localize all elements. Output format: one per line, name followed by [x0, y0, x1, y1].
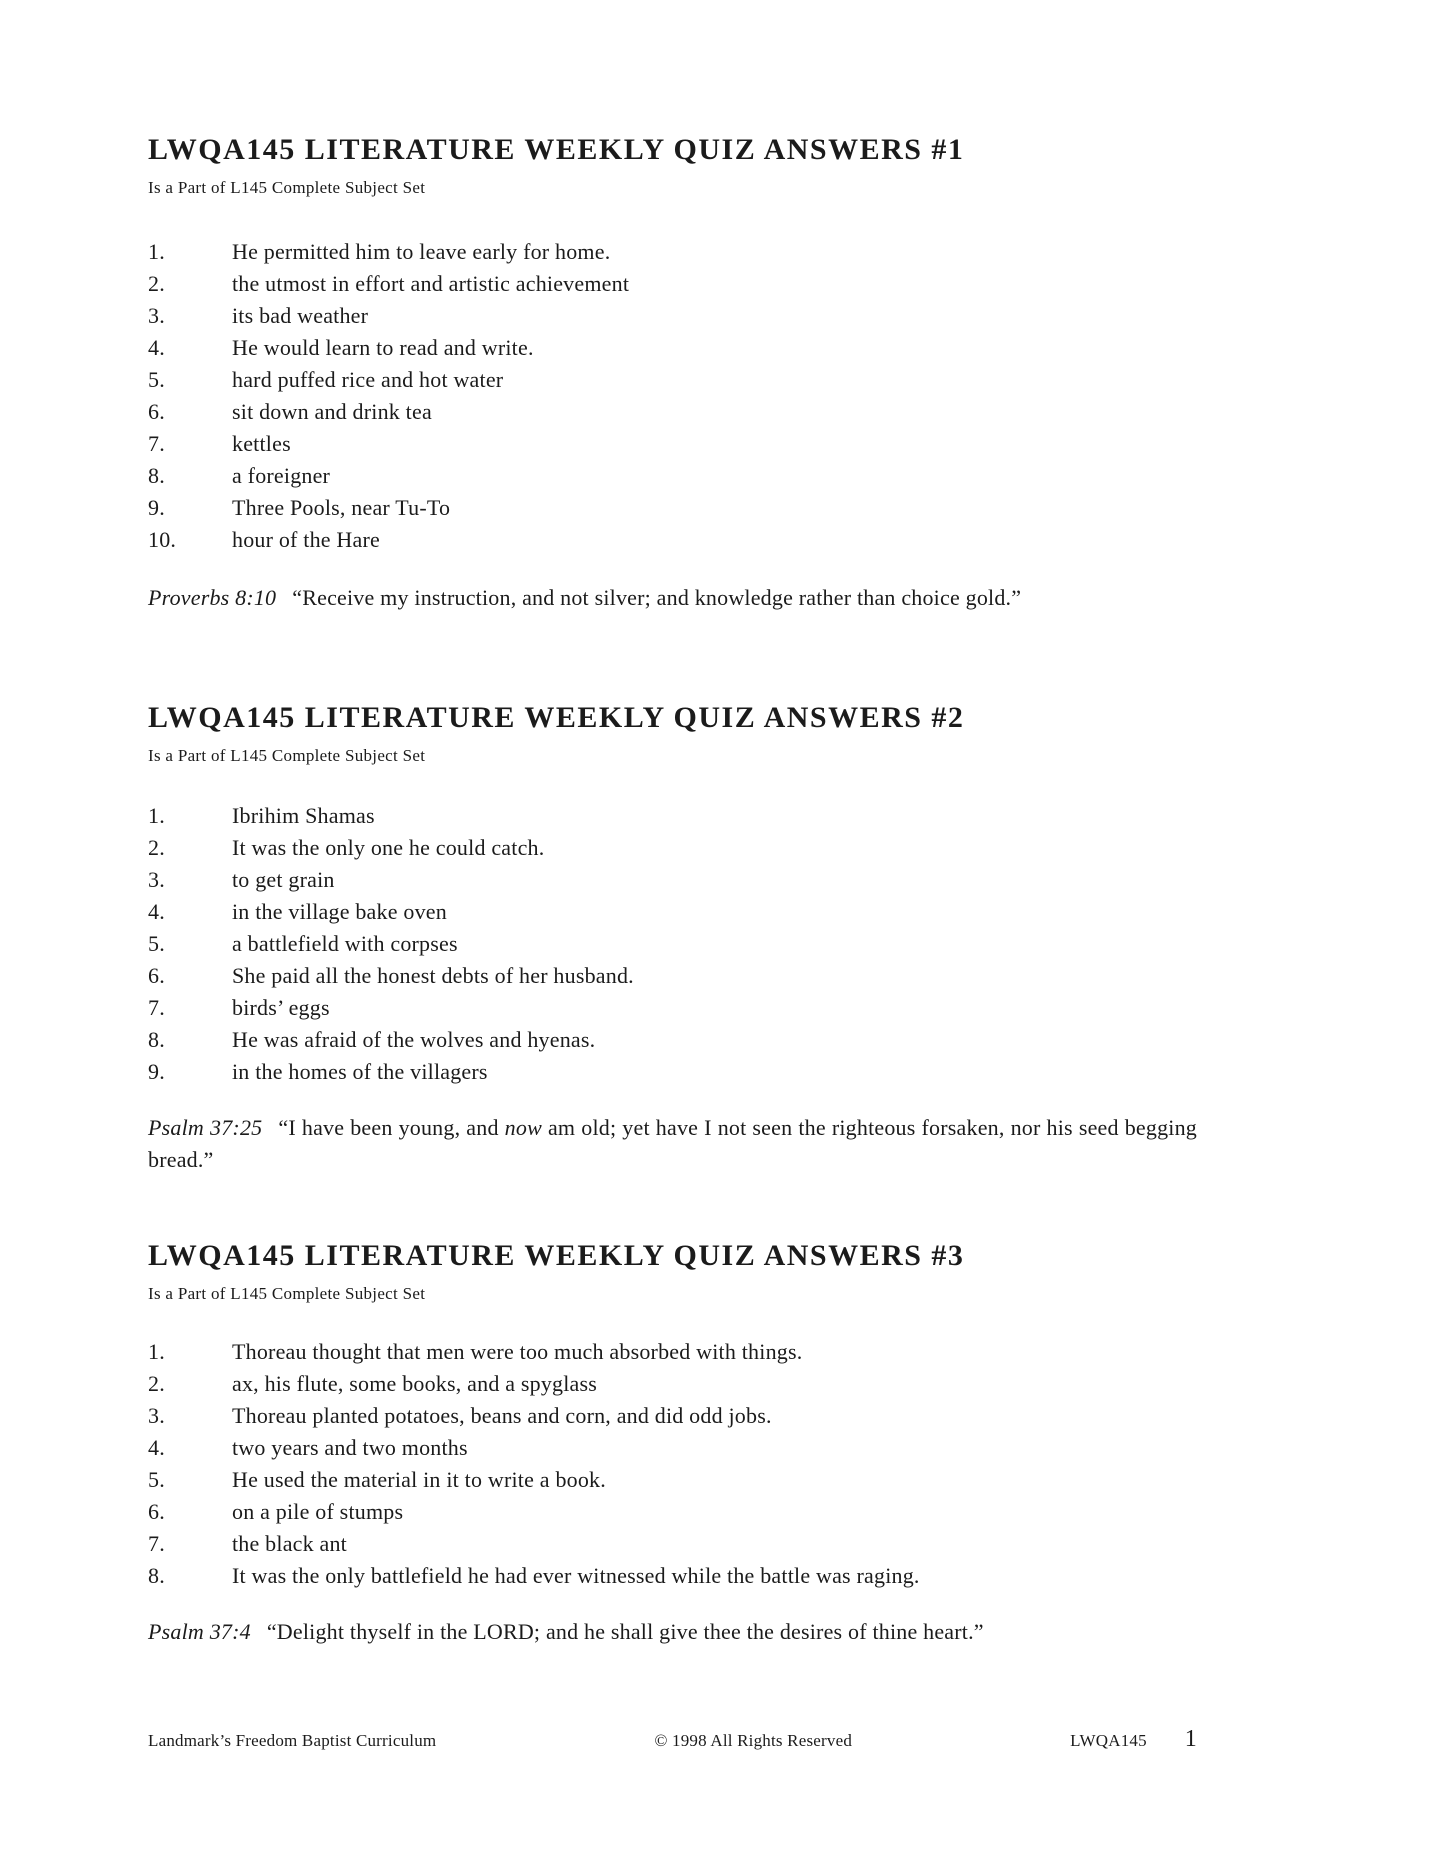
scripture-reference: Psalm 37:4: [148, 1619, 251, 1644]
answer-row: [148, 896, 1197, 928]
answer-text: ax, his flute, some books, and a spyglass: [232, 1371, 598, 1396]
footer-curriculum: Landmark’s Freedom Baptist Curriculum: [148, 1731, 437, 1750]
scripture-line: [148, 1112, 1197, 1176]
answer-number: 9.: [148, 495, 165, 520]
answer-row: [148, 928, 1197, 960]
answer-number: 5.: [148, 367, 165, 392]
answer-number: 1.: [148, 803, 165, 828]
answers-list: [148, 236, 1197, 556]
scripture-line: [148, 1616, 1197, 1648]
answer-row: [148, 1464, 1197, 1496]
quiz-section-2: [148, 700, 1197, 1176]
answer-row: [148, 992, 1197, 1024]
answer-number: 5.: [148, 1467, 165, 1492]
answer-text: the black ant: [232, 1531, 347, 1556]
answer-row: [148, 364, 1197, 396]
footer-copyright: © 1998 All Rights Reserved: [654, 1731, 853, 1750]
answer-row: [148, 1528, 1197, 1560]
answer-number: 4.: [148, 899, 165, 924]
section-title: LWQA145 LITERATURE WEEKLY QUIZ ANSWERS #2: [148, 701, 965, 734]
answer-row: [148, 268, 1197, 300]
answers-list: [148, 1336, 1197, 1592]
answer-number: 6.: [148, 963, 165, 988]
answer-text: on a pile of stumps: [232, 1499, 404, 1524]
answer-number: 8.: [148, 1027, 165, 1052]
footer-right-group: [1070, 1726, 1197, 1753]
answer-number: 10.: [148, 527, 177, 552]
answer-text: a foreigner: [232, 463, 331, 488]
answer-text: hour of the Hare: [232, 527, 380, 552]
answer-text: Thoreau planted potatoes, beans and corn, and did odd jobs.: [232, 1403, 772, 1428]
answer-row: [148, 396, 1197, 428]
answer-number: 6.: [148, 399, 165, 424]
scripture-quote: “Receive my instruction, and not silver; and knowledge rather than choice gold.”: [292, 585, 1022, 610]
answer-number: 3.: [148, 303, 165, 328]
answer-row: [148, 1336, 1197, 1368]
answer-text: It was the only one he could catch.: [232, 835, 545, 860]
answer-text: sit down and drink tea: [232, 399, 432, 424]
section-title: LWQA145 LITERATURE WEEKLY QUIZ ANSWERS #3: [148, 1239, 965, 1272]
scripture-line: [148, 582, 1197, 614]
quiz-section-1: [148, 132, 1197, 614]
answer-number: 4.: [148, 1435, 165, 1460]
answer-text: birds’ eggs: [232, 995, 330, 1020]
scripture-quote-end: am old; yet have I not seen the righteous forsaken, nor his seed begging bread.”: [148, 1115, 1198, 1172]
answer-text: He used the material in it to write a book.: [232, 1467, 606, 1492]
answer-number: 5.: [148, 931, 165, 956]
answer-row: [148, 1024, 1197, 1056]
answer-row: [148, 1056, 1197, 1088]
answer-text: It was the only battlefield he had ever witnessed while the battle was raging.: [232, 1563, 920, 1588]
scripture-quote-italic: now: [504, 1115, 542, 1140]
answer-row: [148, 1432, 1197, 1464]
answer-number: 7.: [148, 995, 165, 1020]
quiz-section-3: [148, 1238, 1197, 1648]
answer-number: 3.: [148, 1403, 165, 1428]
scripture-reference: Proverbs 8:10: [148, 585, 277, 610]
answer-row: [148, 300, 1197, 332]
answer-number: 6.: [148, 1499, 165, 1524]
scripture-quote-start: “I have been young, and: [278, 1115, 505, 1140]
section-subtitle: Is a Part of L145 Complete Subject Set: [148, 1284, 426, 1303]
answer-text: in the village bake oven: [232, 899, 447, 924]
answer-number: 7.: [148, 1531, 165, 1556]
answer-number: 2.: [148, 271, 165, 296]
answer-number: 2.: [148, 835, 165, 860]
answer-text: He would learn to read and write.: [232, 335, 534, 360]
answer-text: to get grain: [232, 867, 335, 892]
answer-text: Ibrihim Shamas: [232, 803, 375, 828]
scripture-reference: Psalm 37:25: [148, 1115, 263, 1140]
answer-number: 3.: [148, 867, 165, 892]
answer-row: [148, 960, 1197, 992]
answer-row: [148, 864, 1197, 896]
answer-number: 8.: [148, 463, 165, 488]
answer-row: [148, 428, 1197, 460]
answer-row: [148, 1368, 1197, 1400]
answer-number: 8.: [148, 1563, 165, 1588]
answer-row: [148, 236, 1197, 268]
answer-text: the utmost in effort and artistic achievement: [232, 271, 630, 296]
scripture-quote: “Delight thyself in the LORD; and he shall give thee the desires of thine heart.”: [266, 1619, 984, 1644]
answer-number: 4.: [148, 335, 165, 360]
answers-list: [148, 800, 1197, 1088]
answer-number: 7.: [148, 431, 165, 456]
answer-row: [148, 492, 1197, 524]
answer-text: two years and two months: [232, 1435, 468, 1460]
answer-text: its bad weather: [232, 303, 369, 328]
answer-text: a battlefield with corpses: [232, 931, 458, 956]
answer-row: [148, 832, 1197, 864]
answer-text: Thoreau thought that men were too much absorbed with things.: [232, 1339, 803, 1364]
page-footer: [148, 1726, 1197, 1753]
answer-row: [148, 460, 1197, 492]
document-content: [148, 0, 1197, 1648]
answer-number: 1.: [148, 239, 165, 264]
answer-number: 9.: [148, 1059, 165, 1084]
answer-text: She paid all the honest debts of her husband.: [232, 963, 634, 988]
answer-number: 2.: [148, 1371, 165, 1396]
answer-row: [148, 1560, 1197, 1592]
answer-text: in the homes of the villagers: [232, 1059, 488, 1084]
answer-text: He was afraid of the wolves and hyenas.: [232, 1027, 596, 1052]
section-subtitle: Is a Part of L145 Complete Subject Set: [148, 746, 426, 765]
answer-text: He permitted him to leave early for home.: [232, 239, 611, 264]
answer-row: [148, 524, 1197, 556]
answer-text: kettles: [232, 431, 291, 456]
answer-row: [148, 1400, 1197, 1432]
footer-page-number: 1: [1184, 1726, 1197, 1752]
answer-row: [148, 332, 1197, 364]
answer-text: Three Pools, near Tu-To: [232, 495, 451, 520]
answer-row: [148, 800, 1197, 832]
section-title: LWQA145 LITERATURE WEEKLY QUIZ ANSWERS #1: [148, 133, 965, 166]
section-subtitle: Is a Part of L145 Complete Subject Set: [148, 178, 426, 197]
footer-code: LWQA145: [1070, 1731, 1147, 1750]
answer-text: hard puffed rice and hot water: [232, 367, 504, 392]
answer-number: 1.: [148, 1339, 165, 1364]
answer-row: [148, 1496, 1197, 1528]
